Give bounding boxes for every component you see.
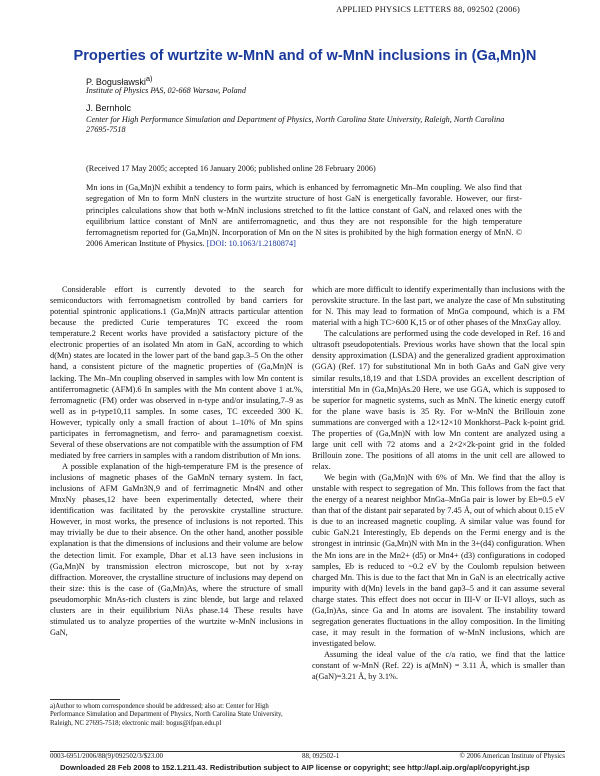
received-dates: (Received 17 May 2005; accepted 16 January 2006; published online 28 February 2006): [86, 164, 376, 173]
author-footnote-mark: a): [145, 74, 153, 83]
body-column-left: [50, 284, 303, 638]
footer-page-number: 88, 092502-1: [302, 752, 340, 760]
affiliation-2: Center for High Performance Simulation and Department of Physics, North Carolina State University, Raleigh, North Carolina 27695-7518: [86, 115, 505, 134]
download-notice: Downloaded 28 Feb 2008 to 152.1.211.43. Redistribution subject to AIP license or copyright; see http://apl.aip.org/apl/copyright.jsp: [60, 763, 530, 772]
footnote: a)Author to whom correspondence should be addressed; also at: Center for High Performance Simulation and Department of Physics, North Carolina State University, Raleigh, NC 27695-7518; electronic mail: bogus@ifpan.edu.pl: [50, 703, 283, 727]
journal-header: APPLIED PHYSICS LETTERS 88, 092502 (2006): [336, 4, 520, 14]
footer-copyright: © 2006 American Institute of Physics: [459, 752, 565, 760]
footer-issn: 0003-6951/2006/88(9)/092502/3/$23.00: [50, 752, 163, 760]
paragraph: Assuming the ideal value of the c/a ratio, we find that the lattice constant of w-MnN (Ref. 22) is a(MnN) = 3.11 Å, which is smaller than a(GaN)=3.21 Å, by 3.1%.: [312, 650, 565, 682]
author-2: [86, 103, 131, 113]
author-name: P. Bogusławski: [86, 77, 146, 87]
paragraph: We begin with (Ga,Mn)N with 6% of Mn. We find that the alloy is unstable with respect to segregation of Mn. This follows from the fact that the energy of a nearest neighbor MnGa–MnGa pair is lower by Eb=0.5 eV than that of the distant pair separated by 7.45 Å, out of which about 0.15 eV is due to an increased magnetic coupling. A similar value was found for cubic GaN.21 Interestingly, Eb depends on the Fermi energy and is the strongest in intrinsic (Ga,Mn)N with Mn in the 3+(d4) configuration. When the Mn ions are in the Mn2+ (d5) or Mn4+ (d3) configurations in codoped samples, Eb is reduced to ~0.2 eV by the Coulomb repulsion between charged Mn. This is due to the fact that Mn in GaN is an electrically active impurity with d(Mn) levels in the band gap3–5 and it can assume several charge states. This effect does not occur in III-V or II-VI alloys, such as (Ga,In)As, since Ga and In atoms are isovalent. The instability toward segregation generates fluctuations in the alloy composition. In the limiting case, it may result in the formation of w-MnN inclusions, which are investigated below.: [312, 473, 565, 648]
paragraph: Considerable effort is currently devoted to the search for semiconductors with ferromagnetism controlled by band carriers for potential spintronic applications.1 (Ga,Mn)N attracts particular attention because the predicted Curie temperatures TC exceed the room temperature.2 Recent works have provided a satisfactory picture of the electronic properties of an isolated Mn atom in GaN, according to which d(Mn) states are located in the lower part of the band gap.3–5 On the other hand, a consistent picture of the magnetic properties of (Ga,Mn)N is lacking. The Mn–Mn coupling observed in samples with low Mn content is antiferromagnetic (AFM).6 In samples with the Mn content above 1 at.%, ferromagnetic (FM) order was observed in n-type and/or insulating,7–9 as well as in p-type10,11 samples. In some cases, TC exceeded 300 K. However, typically only a small fraction of about 1–10% of Mn spins participates in ferromagnetism, and ferro- and paramagnetism coexist. Several of these observations are not compatible with the assumption of FM mediated by free carriers in samples with a random distribution of Mn ions.: [50, 285, 303, 460]
paragraph: The calculations are performed using the code developed in Ref. 16 and ultrasoft pseudopotentials. Previous works have shown that the local spin density approximation (LSDA) and the generalized gradient approximation (GGA) (Ref. 17) for substitutional Mn in both GaAs and GaN give very similar results,18,19 and that LSDA provides an excellent description of interstitial Mn in (Ga,Mn)As.20 Here, we use GGA, which is supposed to be superior for magnetic systems, such as MnN. The kinetic energy cutoff for the plane wave basis is 35 Ry. For w-MnN the Brillouin zone summations are converged with a 12×12×10 Monkhorst–Pack k-point grid. The properties of (Ga,Mn)N with low Mn content are analyzed using a large unit cell with 72 atoms and a 2×2×2k-point grid in the folded Brillouin zone. The positions of all atoms in the unit cell are allowed to relax.: [312, 329, 565, 471]
paper-title: Properties of wurtzite w-MnN and of w-MnN inclusions in (Ga,Mn)N: [73, 48, 537, 64]
affiliation-1: Institute of Physics PAS, 02-668 Warsaw, Poland: [86, 86, 246, 95]
body-column-right: [312, 284, 565, 682]
abstract-text: Mn ions in (Ga,Mn)N exhibit a tendency to form pairs, which is enhanced by ferromagnetic Mn–Mn coupling. We also find that segregation of Mn to form MnN clusters in the wurtzite structure of host GaN is energetically favorable. However, our first-principles calculations show that both w-MnN inclusions stretched to fit the lattice constant of GaN, and relaxed ones with the equilibrium lattice constant of MnN are antiferromagnetic, and thus they are not responsible for the high temperature ferromagnetism reported for (Ga,Mn)N. Incorporation of Mn on the N sites is prohibited by the high formation energy of MnN. © 2006 American Institute of Physics.: [86, 183, 522, 249]
abstract: [86, 182, 522, 250]
paragraph: which are more difficult to identify experimentally than inclusions with the perovskite structure. In the last part, we analyze the case of Mn substituting for N. This may lead to formation of MnGa compound, which is a FM material with a high TC>600 K,15 or of other phases of the MnxGay alloy.: [312, 285, 565, 328]
author-name: J. Bernholc: [86, 103, 132, 113]
doi-link[interactable]: [DOI: 10.1063/1.2180874]: [206, 239, 296, 249]
footnote-divider: [50, 699, 120, 700]
paragraph: A possible explanation of the high-temperature FM is the presence of inclusions of magnetic phases of the GaMnN ternary system. In fact, inclusions of AFM GaMn3N,9 and of ferrimagnetic Mn4N and other MnxNy phases,12 have been experimentally detected, where their identification was facilitated by the perovskite crystalline structure. However, in most works, the presence of inclusions is not reported. This may trivially be due to their absence. On the other hand, another possible explanation is that the dimensions of inclusions and their volume are below the detection limit. For example, Dhar et al.13 have seen inclusions in (Ga,Mn)N by transmission electron microscope, but not by x-ray diffraction. Moreover, the crystalline structure of inclusions may depend on their size: this is the case of (Ga,Mn)As, where the structure of small pseudomorphic MnAs-rich clusters is zinc blende, but large and relaxed clusters are in their equilibrium NiAs phase.14 These results have stimulated us to analyze properties of the wurtzite w-MnN inclusions in GaN,: [50, 462, 303, 637]
